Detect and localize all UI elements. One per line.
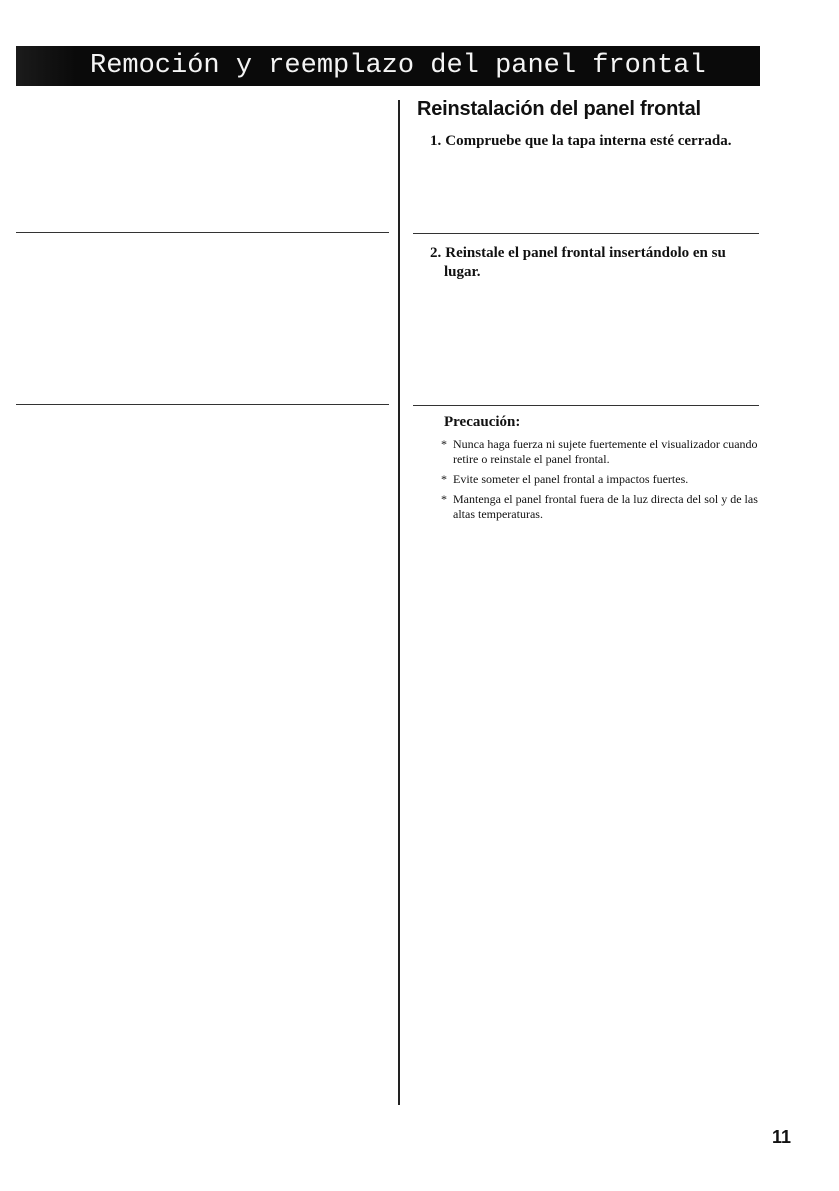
page-number: 11: [772, 1127, 792, 1147]
caution-title: Precaución:: [444, 414, 521, 430]
step-text: Compruebe que la tapa interna esté cerrada.: [445, 133, 732, 149]
bullet-star: *: [441, 437, 447, 451]
left-divider-2: [16, 404, 389, 405]
caution-item: [441, 492, 759, 522]
page-title: Remoción y reemplazo del panel frontal: [90, 51, 706, 81]
caution-item: [441, 472, 759, 487]
right-divider-1: [413, 233, 759, 234]
section-title: Reinstalación del panel frontal: [417, 98, 701, 120]
step-number: 1.: [430, 133, 442, 149]
right-divider-2: [413, 405, 759, 406]
column-divider: [398, 100, 400, 1105]
caution-list: [441, 437, 759, 527]
step-number: 2.: [430, 245, 442, 261]
bullet-star: *: [441, 472, 447, 486]
step-2: [430, 244, 764, 282]
step-1: [430, 132, 774, 151]
left-divider-1: [16, 232, 389, 233]
bullet-star: *: [441, 492, 447, 506]
caution-text: Mantenga el panel frontal fuera de la luz directa del sol y de las altas temperaturas.: [453, 492, 758, 521]
caution-text: Evite someter el panel frontal a impactos fuertes.: [453, 472, 689, 486]
banner-decoration: [16, 46, 76, 86]
header-banner: [16, 46, 760, 86]
caution-text: Nunca haga fuerza ni sujete fuertemente el visualizador cuando retire o reinstale el panel frontal.: [453, 437, 758, 466]
step-text: Reinstale el panel frontal insertándolo en su lugar.: [444, 245, 726, 280]
caution-item: [441, 437, 759, 467]
